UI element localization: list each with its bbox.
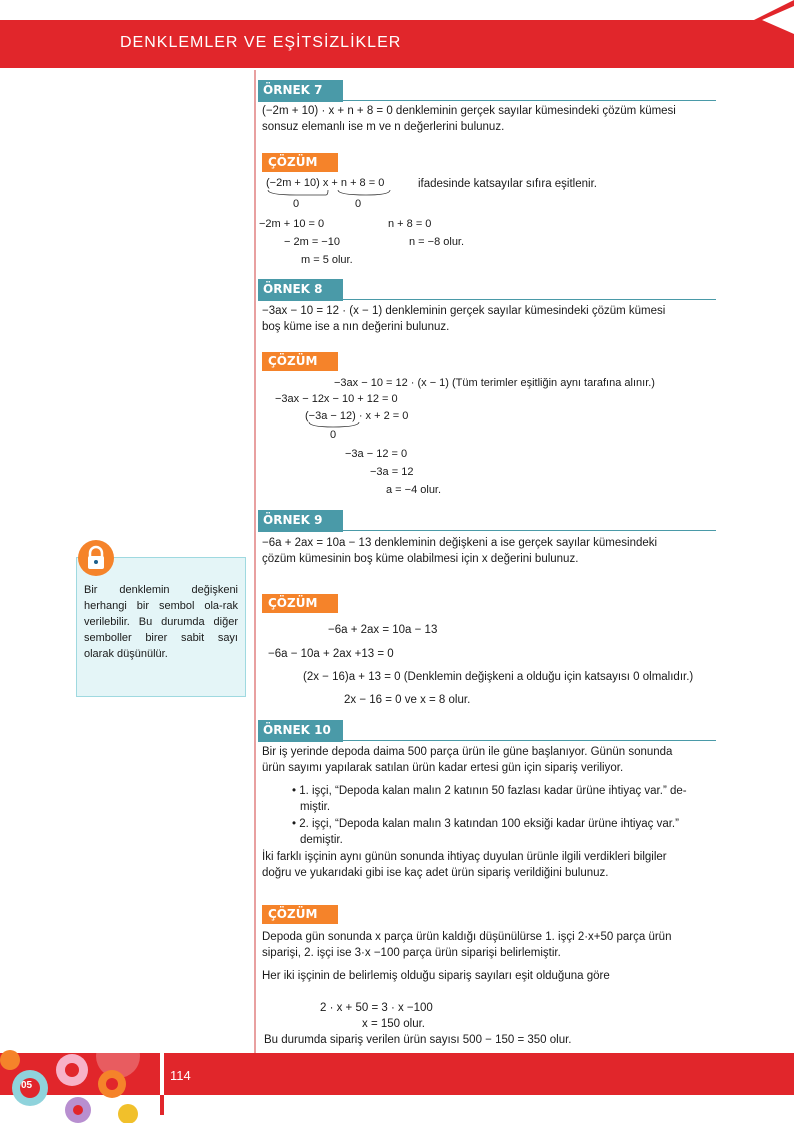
cozum8-line5: −3a − 12 = 0: [345, 448, 408, 460]
sidebar-note-text: Bir denklemin değişkeni herhangi bir sembol ola-rak verilebilir. Bu durumda diğer semboller birer sabit sayı olarak düşünülür.: [84, 584, 238, 660]
divider: [262, 923, 338, 924]
ornek9-line2: çözüm kümesinin boş küme olabilmesi için x değerini bulunuz.: [262, 553, 579, 565]
ornek10-bullet1-line1: • 1. işçi, “Depoda kalan malın 2 katının 50 fazlası kadar ürüne ihtiyaç var.” de-: [292, 785, 687, 797]
cozum8-line2: −3ax − 12x − 10 + 12 = 0: [275, 393, 398, 405]
margin-line: [254, 70, 256, 1060]
cozum9-line1: −6a + 2ax = 10a − 13: [328, 624, 438, 636]
cozum7-badge: ÇÖZÜM: [262, 153, 338, 171]
cozum8-line7: a = −4 olur.: [386, 484, 442, 496]
cozum10-badge: ÇÖZÜM: [262, 905, 338, 923]
cozum7-left-2: − 2m = −10: [284, 236, 340, 248]
ornek8-badge: ÖRNEK 8: [258, 279, 343, 301]
cozum10-p1-line2: siparişi, 2. işçi ise 3·x −100 parça ürün siparişi belirlemiştir.: [262, 947, 561, 959]
underbrace: [307, 421, 367, 429]
cozum7-left-3: m = 5 olur.: [301, 254, 353, 266]
lock-icon: [78, 540, 114, 576]
cozum9-line2: −6a − 10a + 2ax +13 = 0: [268, 648, 394, 660]
cozum7-eq1-note: ifadesinde katsayılar sıfıra eşitlenir.: [418, 178, 597, 190]
ornek8-line2: boş küme ise a nın değerini bulunuz.: [262, 321, 450, 333]
divider: [258, 299, 716, 300]
cozum10-eq3: Bu durumda sipariş verilen ürün sayısı 500 − 150 = 350 olur.: [264, 1034, 572, 1046]
cozum10-eq1: 2 · x + 50 = 3 · x −100: [320, 1002, 433, 1014]
cozum8-line4: 0: [330, 429, 337, 441]
ornek9-badge: ÖRNEK 9: [258, 510, 343, 532]
cozum8-line3: (−3a − 12) · x + 2 = 0: [305, 410, 409, 422]
cozum9-line4: 2x − 16 = 0 ve x = 8 olur.: [344, 694, 471, 706]
page-header-title: DENKLEMLER VE EŞİTSİZLİKLER: [120, 34, 402, 51]
underbrace: [266, 188, 401, 198]
cozum7-right-2: n = −8 olur.: [409, 236, 465, 248]
cozum10-p1-line1: Depoda gün sonunda x parça ürün kaldığı düşünülürse 1. işçi 2·x+50 parça ürün: [262, 931, 672, 943]
divider: [258, 740, 716, 741]
ornek9-line1: −6a + 2ax = 10a − 13 denkleminin değişkeni a ise gerçek sayılar kümesindeki: [262, 537, 658, 549]
divider: [258, 100, 716, 101]
ornek7-badge: ÖRNEK 7: [258, 80, 343, 102]
ornek10-bullet2-line2: demiştir.: [300, 834, 343, 846]
corner-decoration: [734, 0, 794, 40]
cozum9-line3: (2x − 16)a + 13 = 0 (Denklemin değişkeni a olduğu için katsayısı 0 olmalıdır.): [303, 671, 694, 683]
ornek7-line2: sonsuz elemanlı ise m ve n değerlerini bulunuz.: [262, 121, 505, 133]
ornek7-line1: (−2m + 10) · x + n + 8 = 0 denkleminin gerçek sayılar kümesindeki çözüm kümesi: [262, 105, 676, 117]
ornek10-p1-line1: Bir iş yerinde depoda daima 500 parça ürün ile güne başlanıyor. Günün sonunda: [262, 746, 673, 758]
ornek8-line1: −3ax − 10 = 12 · (x − 1) denkleminin gerçek sayılar kümesindeki çözüm kümesi: [262, 305, 666, 317]
cozum8-badge: ÇÖZÜM: [262, 352, 338, 370]
cozum8-line6: −3a = 12: [370, 466, 414, 478]
cozum9-badge: ÇÖZÜM: [262, 594, 338, 612]
ornek10-p1-line2: ürün sayımı yapılarak satılan ürün kadar ertesi gün için sipariş veriliyor.: [262, 762, 624, 774]
gear-label: 05: [21, 1080, 33, 1091]
cozum8-line1: −3ax − 10 = 12 · (x − 1) (Tüm terimler eşitliğin aynı tarafına alınır.): [334, 377, 655, 389]
ornek10-bullet1-line2: miştir.: [300, 801, 331, 813]
cozum10-eq2: x = 150 olur.: [362, 1018, 425, 1030]
ornek10-badge: ÖRNEK 10: [258, 720, 343, 742]
cozum10-p2: Her iki işçinin de belirlemiş olduğu sipariş sayıları eşit olduğuna göre: [262, 970, 610, 982]
divider: [262, 171, 338, 172]
ornek10-p2-line1: İki farklı işçinin aynı günün sonunda ihtiyaç duyulan ürünle ilgili verdikleri bilgiler: [262, 851, 667, 863]
page-number: 114: [170, 1068, 191, 1083]
ornek10-p2-line2: doğru ve yukarıdaki gibi ise kaç adet ürün sipariş verildiğini bulunuz.: [262, 867, 609, 879]
divider: [258, 530, 716, 531]
cozum7-eq1: (−2m + 10) x + n + 8 = 0: [266, 177, 385, 189]
divider: [262, 612, 338, 613]
cozum7-right-1: n + 8 = 0: [388, 218, 432, 230]
cozum7-zero-b: 0: [355, 198, 362, 210]
cozum7-zero-a: 0: [293, 198, 300, 210]
footer-tab: [160, 1095, 164, 1115]
cozum7-left-1: −2m + 10 = 0: [259, 218, 325, 230]
divider: [262, 370, 338, 371]
ornek10-bullet2-line1: • 2. işçi, “Depoda kalan malın 3 katından 100 eksiği kadar ürüne ihtiyaç var.”: [292, 818, 679, 830]
